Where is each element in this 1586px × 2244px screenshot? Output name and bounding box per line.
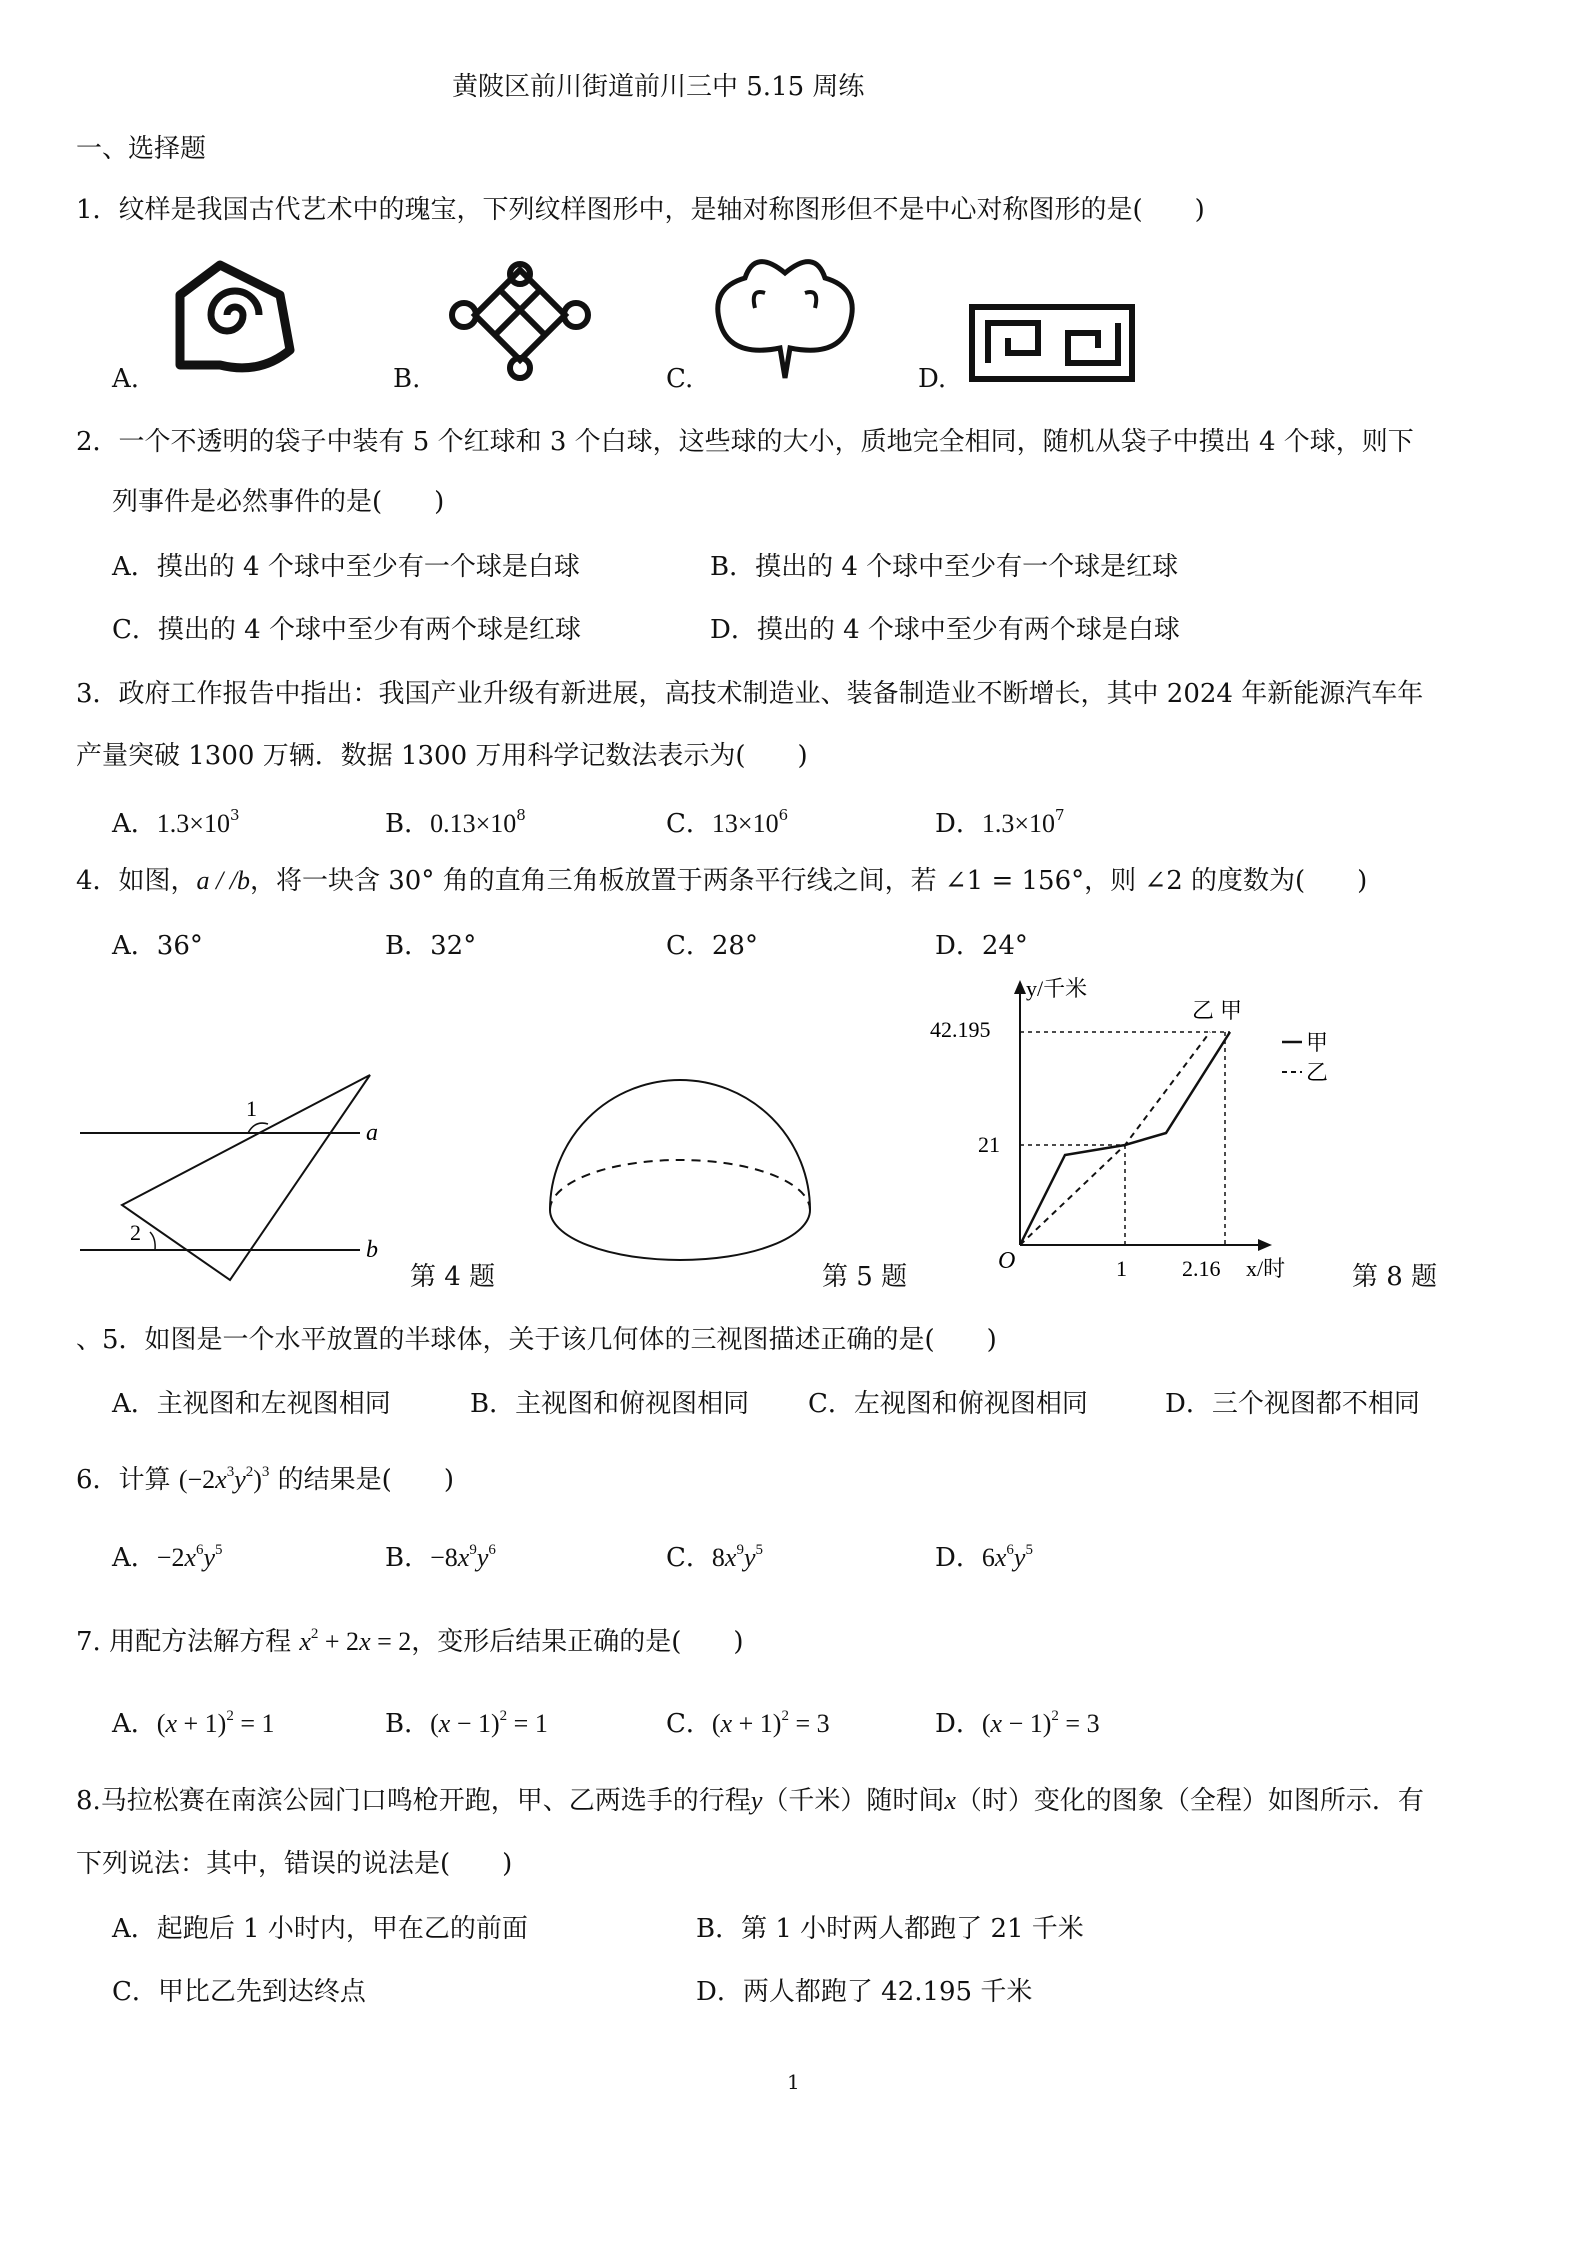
q5-option-d: D．三个视图都不相同 — [1165, 1389, 1420, 1419]
figure-4-angle1-label: 1 — [246, 1096, 257, 1121]
q3-option-d-exp: 7 — [1055, 806, 1065, 824]
q6-expression: $(-2x^3y^2)^3$ — [178, 1464, 270, 1494]
figure-8-x-axis-label: x/时 — [1246, 1256, 1286, 1281]
q3-option-c — [666, 803, 788, 840]
q2-option-b: B．摸出的 4 个球中至少有一个球是红球 — [710, 552, 1179, 582]
q1-option-d-label: D. — [918, 364, 947, 394]
q3-stem-line1: 3．政府工作报告中指出：我国产业升级有新进展，高技术制造业、装备制造业不断增长，其中 2024 年新能源汽车年 — [76, 679, 1424, 709]
figure-8-x-tick-216: 2.16 — [1182, 1256, 1221, 1281]
q1-figure-b-chinese-knot — [440, 260, 600, 385]
q3-option-c-base: 13×10 — [711, 809, 779, 838]
q8-stem-line1-mid: （千米）随时间 — [762, 1786, 945, 1816]
q4-option-d: D．24° — [935, 931, 1028, 961]
figure-8-distance-time-graph — [920, 970, 1340, 1290]
q8-stem-var-y: y — [750, 1786, 763, 1815]
figure-8-caption: 第 8 题 — [1352, 1262, 1438, 1292]
figure-8-guide-lines — [1020, 1032, 1230, 1245]
q4-stem-mid: ，将一块含 30° 角的直角三角板放置于两条平行线之间，若 ∠1 = 156°，则 ∠2 的度数为( ) — [250, 866, 1368, 896]
q7-option-a-label: A． — [112, 1709, 157, 1739]
q3-option-a-label: A． — [112, 809, 157, 839]
figure-8-legend — [1282, 1030, 1328, 1085]
figure-8-legend-jia: 甲 — [1306, 1030, 1329, 1055]
q8-stem-line1-pre: 8.马拉松赛在南滨公园门口鸣枪开跑，甲、乙两选手的行程 — [76, 1786, 751, 1816]
q6-stem — [76, 1459, 454, 1496]
q7-option-d-label: D． — [935, 1709, 982, 1739]
q3-option-b-base: 0.13×10 — [430, 809, 517, 838]
q6-option-b: B．$-8x^9y^6$ — [385, 1542, 496, 1573]
q2-option-d: D．摸出的 4 个球中至少有两个球是白球 — [710, 615, 1180, 645]
q3-option-a — [112, 803, 240, 840]
q8-stem-line2: 下列说法：其中，错误的说法是( ) — [76, 1849, 513, 1879]
q5-option-a: A．主视图和左视图相同 — [112, 1389, 391, 1419]
figure-8-legend-yi: 乙 — [1306, 1060, 1329, 1085]
q7-stem-post: ，变形后结果正确的是( ) — [411, 1627, 744, 1657]
q8-option-d: D．两人都跑了 42.195 千米 — [696, 1977, 1033, 2007]
q2-stem-line1: 2．一个不透明的袋子中装有 5 个红球和 3 个白球，这些球的大小，质地完全相同，随机从袋子中摸出 4 个球，则下 — [76, 427, 1414, 457]
q7-equation: $x^2 + 2x = 2$ — [299, 1626, 412, 1656]
q6-option-a: A．$-2x^6y^5$ — [112, 1542, 223, 1573]
q8-stem-var-x: x — [944, 1786, 956, 1815]
q7-option-d: D．$(x - 1)^2 = 3$ — [935, 1708, 1100, 1739]
page-number: 1 — [787, 2070, 800, 2094]
q7-stem-pre: 7. 用配方法解方程 — [76, 1627, 300, 1657]
q6-option-d-label: D． — [935, 1543, 982, 1573]
q6-option-b-label: B． — [385, 1543, 431, 1573]
figure-4-angle2-label: 2 — [130, 1220, 141, 1245]
q6-option-c-label: C． — [666, 1543, 712, 1573]
figure-8-series-yi — [1020, 1032, 1210, 1245]
figure-8-x-tick-1: 1 — [1116, 1256, 1127, 1281]
q3-option-b-label: B． — [385, 809, 431, 839]
q8-option-a: A．起跑后 1 小时内，甲在乙的前面 — [112, 1914, 528, 1944]
figure-8-origin-label: O — [998, 1248, 1016, 1274]
figure-5-hemisphere — [540, 1075, 820, 1285]
q2-option-c: C．摸出的 4 个球中至少有两个球是红球 — [112, 615, 581, 645]
q3-option-a-exp: 3 — [229, 806, 240, 824]
q3-option-a-base: 1.3×10 — [156, 809, 230, 838]
q7-option-b-label: B． — [385, 1709, 431, 1739]
figure-8-label-jia: 甲 — [1220, 998, 1243, 1023]
q3-option-c-exp: 6 — [778, 806, 789, 824]
q3-option-d-base: 1.3×10 — [981, 809, 1056, 838]
figure-8-series-jia — [1020, 1032, 1230, 1245]
figure-8-y-tick-42195: 42.195 — [930, 1017, 991, 1042]
q1-option-b-label: B. — [393, 364, 421, 394]
q6-stem-post: 的结果是( ) — [269, 1465, 454, 1495]
q1-stem: 1．纹样是我国古代艺术中的瑰宝，下列纹样图形中，是轴对称图形但不是中心对称图形的是( ) — [76, 195, 1205, 225]
section-title: 一、选择题 — [76, 134, 207, 164]
q3-stem-line2: 产量突破 1300 万辆．数据 1300 万用科学记数法表示为( ) — [76, 741, 808, 771]
q2-stem-line2: 列事件是必然事件的是( ) — [112, 487, 445, 517]
q8-option-c: C．甲比乙先到达终点 — [112, 1977, 366, 2007]
q4-option-a: A．36° — [112, 931, 203, 961]
q7-stem — [76, 1621, 744, 1658]
q3-option-d — [935, 803, 1065, 840]
figure-5-caption: 第 5 题 — [822, 1262, 908, 1292]
q4-stem-pre: 4．如图， — [76, 866, 197, 896]
q1-option-c-label: C. — [666, 364, 694, 394]
q4-option-c: C．28° — [666, 931, 758, 961]
q3-option-d-label: D． — [935, 809, 982, 839]
q4-option-b: B．32° — [385, 931, 477, 961]
figure-8-y-tick-21: 21 — [978, 1132, 1000, 1157]
q1-figure-c-cloud — [710, 248, 860, 388]
q7-option-b: B．$(x - 1)^2 = 1$ — [385, 1708, 548, 1739]
q4-stem-math: a / /b — [196, 866, 250, 895]
q1-figure-d-fret — [968, 303, 1138, 383]
q4-stem — [76, 860, 1367, 897]
q7-option-a: A．$(x + 1)^2 = 1$ — [112, 1708, 275, 1739]
q8-option-b: B．第 1 小时两人都跑了 21 千米 — [696, 1914, 1084, 1944]
q1-option-a-label: A. — [112, 364, 140, 394]
figure-4-parallel-lines — [70, 1060, 400, 1290]
figure-8-label-yi: 乙 — [1192, 998, 1215, 1023]
q6-option-d: D．$6x^6y^5$ — [935, 1542, 1033, 1573]
q8-stem-line1 — [76, 1780, 1424, 1817]
q3-option-b-exp: 8 — [516, 806, 526, 824]
q6-option-c: C．$8x^9y^5$ — [666, 1542, 763, 1573]
q3-option-c-label: C． — [666, 809, 712, 839]
q8-stem-line1-post: （时）变化的图象（全程）如图所示．有 — [955, 1786, 1424, 1816]
q6-stem-pre: 6．计算 — [76, 1465, 179, 1495]
q5-stem: 、5．如图是一个水平放置的半球体，关于该几何体的三视图描述正确的是( ) — [76, 1325, 997, 1355]
q6-option-a-label: A． — [112, 1543, 157, 1573]
q2-option-a: A．摸出的 4 个球中至少有一个球是白球 — [112, 552, 580, 582]
page-title: 黄陂区前川街道前川三中 5.15 周练 — [452, 72, 865, 102]
figure-4-line-a-label: a — [366, 1120, 378, 1146]
figure-4-line-b-label: b — [366, 1237, 378, 1263]
q5-option-b: B．主视图和俯视图相同 — [470, 1389, 750, 1419]
q1-figure-a-spiral — [160, 255, 310, 385]
q5-option-c: C．左视图和俯视图相同 — [808, 1389, 1088, 1419]
figure-4-caption: 第 4 题 — [410, 1262, 496, 1292]
q7-option-c: C．$(x + 1)^2 = 3$ — [666, 1708, 830, 1739]
q7-option-c-label: C． — [666, 1709, 712, 1739]
q3-option-b — [385, 803, 526, 840]
figure-8-y-axis-label: y/千米 — [1026, 976, 1088, 1001]
